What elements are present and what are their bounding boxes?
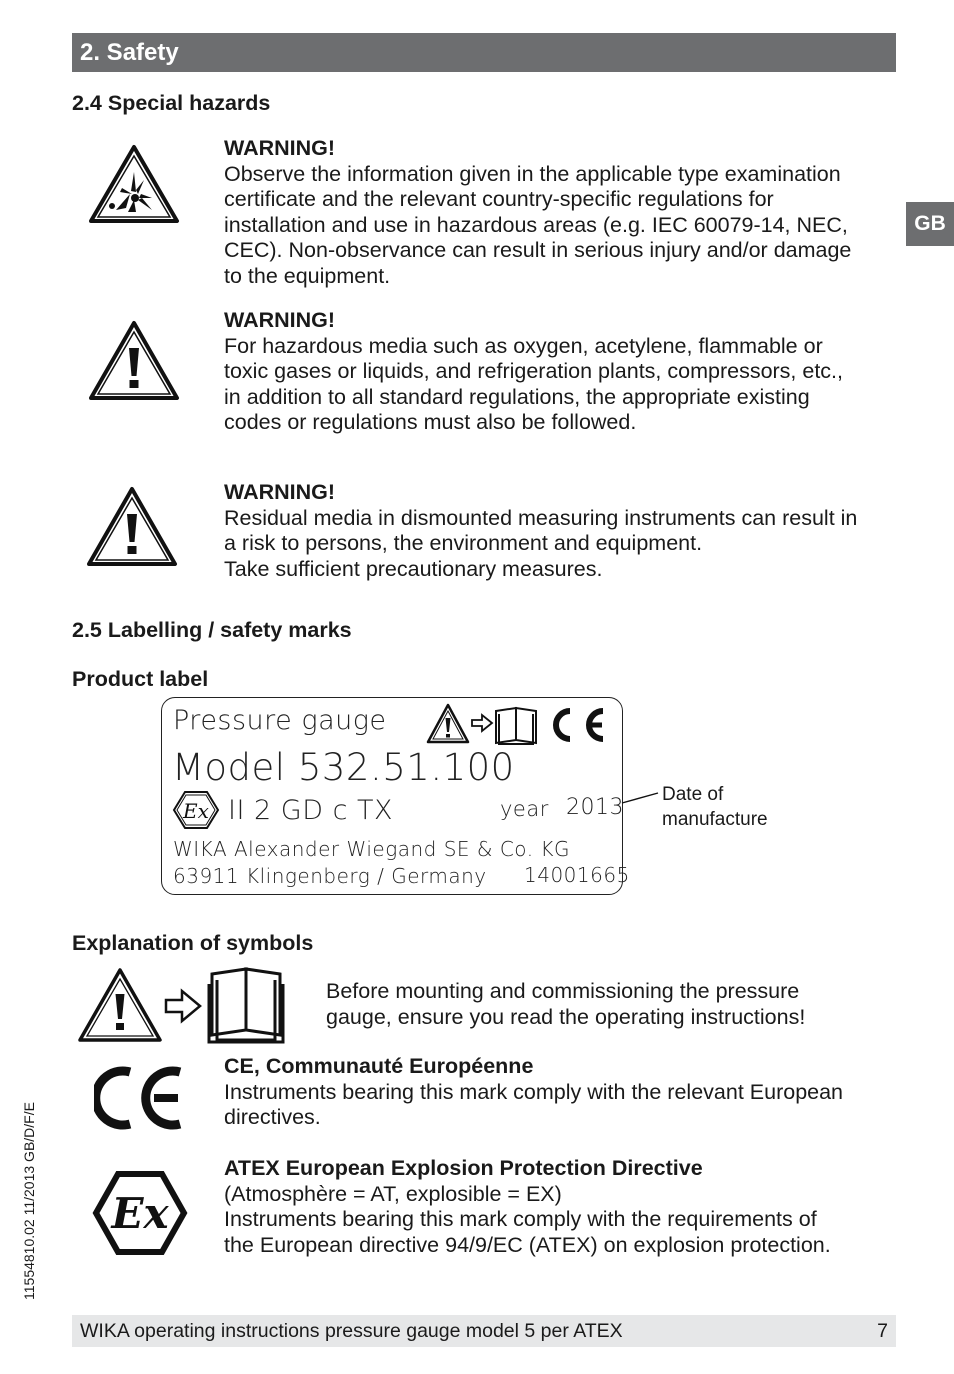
- symbol-item-atex: [224, 1156, 896, 1258]
- warning-title: WARNING!: [224, 480, 336, 504]
- manual-icon: [496, 708, 536, 744]
- warning-line: certificate and the relevant country-specific regulations for: [224, 187, 774, 211]
- label-address: 63911 Klingenberg / Germany: [173, 864, 487, 888]
- section-title: 2. Safety: [80, 39, 179, 66]
- svg-text:Ex: Ex: [183, 799, 209, 823]
- symbol-description-line: Before mounting and commissioning the pressure: [326, 979, 800, 1003]
- section-title-bar: [72, 33, 896, 72]
- warning-line: to the equipment.: [224, 263, 391, 288]
- symbol-item-read-instructions: [326, 979, 946, 1030]
- warning-block-3: [224, 480, 896, 582]
- labelling-heading: 2.5 Labelling / safety marks: [72, 618, 352, 642]
- warning-line: toxic gases or liquids, and refrigeration plants, compressors, etc.,: [224, 359, 844, 383]
- warning-line: Residual media in dismounted measuring instruments can result in: [224, 505, 858, 530]
- symbol-description-line: Instruments bearing this mark comply with the relevant European: [224, 1079, 844, 1104]
- symbol-title: ATEX European Explosion Protection Directive: [224, 1156, 703, 1180]
- label-ex-mark-icon: [172, 790, 220, 830]
- general-warning-icon: [86, 318, 182, 404]
- ex-mark-icon: [92, 1170, 188, 1256]
- page-footer: [72, 1315, 896, 1347]
- ce-mark-icon: [556, 711, 603, 739]
- symbol-item-ce: [224, 1054, 896, 1131]
- warning-title: WARNING!: [224, 308, 336, 332]
- general-warning-icon: [84, 484, 180, 570]
- warning-line: a risk to persons, the environment and equipment.: [224, 531, 703, 555]
- callout-line-2: manufacture: [662, 809, 768, 830]
- warning-icon: [428, 705, 468, 742]
- callout-line: [620, 788, 660, 806]
- symbol-title: CE, Communauté Européenne: [224, 1054, 534, 1078]
- product-label: [161, 697, 630, 895]
- ce-mark-icon: [94, 1064, 186, 1132]
- footer-text: WIKA operating instructions pressure gauge model 5 per ATEX: [80, 1320, 623, 1342]
- svg-text:Ex: Ex: [111, 1189, 169, 1238]
- symbol-description-line: (Atmosphère = AT, explosible = EX): [224, 1181, 562, 1206]
- label-serial-number: 14001665: [524, 863, 630, 887]
- symbol-description-line: directives.: [224, 1105, 321, 1129]
- explosion-warning-icon: [86, 142, 182, 226]
- warning-block-1: [224, 136, 896, 289]
- label-product-type: Pressure gauge: [173, 705, 387, 736]
- read-instructions-icon: [78, 966, 302, 1046]
- warning-line: Observe the information given in the applicable type examination: [224, 161, 841, 186]
- warning-line: CEC). Non-observance can result in serious injury and/or damage: [224, 238, 852, 262]
- warning-block-2: [224, 308, 896, 436]
- label-model: Model 532.51.100: [172, 746, 515, 789]
- product-label-heading: Product label: [72, 667, 209, 691]
- document-code: 11554810.02 11/2013 GB/D/F/E: [21, 1102, 37, 1300]
- date-of-manufacture-callout: [662, 782, 768, 832]
- label-year: 2013: [566, 795, 624, 820]
- label-manufacturer: WIKA Alexander Wiegand SE & Co. KG: [173, 837, 571, 861]
- warning-line: Take sufficient precautionary measures.: [224, 556, 603, 581]
- warning-title: WARNING!: [224, 136, 336, 160]
- callout-line-1: Date of: [662, 784, 724, 805]
- label-atex-marking: II 2 GD c TX: [228, 795, 393, 826]
- special-hazards-heading: 2.4 Special hazards: [72, 91, 271, 115]
- symbols-heading: Explanation of symbols: [72, 931, 314, 955]
- language-tab: GB: [906, 202, 954, 246]
- symbol-description-line: the European directive 94/9/EC (ATEX) on explosion protection.: [224, 1232, 831, 1257]
- warning-line: For hazardous media such as oxygen, acetylene, flammable or: [224, 333, 823, 358]
- symbol-description-line: Instruments bearing this mark comply with the requirements of: [224, 1207, 817, 1231]
- label-year-label: year: [500, 797, 549, 821]
- warning-line: installation and use in hazardous areas (e.g. IEC 60079-14, NEC,: [224, 212, 848, 237]
- page-number: 7: [877, 1320, 888, 1342]
- symbol-description-line: gauge, ensure you read the operating instructions!: [326, 1004, 806, 1029]
- label-symbols: [426, 702, 612, 746]
- warning-line: in addition to all standard regulations, the appropriate existing: [224, 384, 810, 409]
- arrow-icon: [472, 715, 492, 731]
- warning-line: codes or regulations must also be followed.: [224, 410, 637, 434]
